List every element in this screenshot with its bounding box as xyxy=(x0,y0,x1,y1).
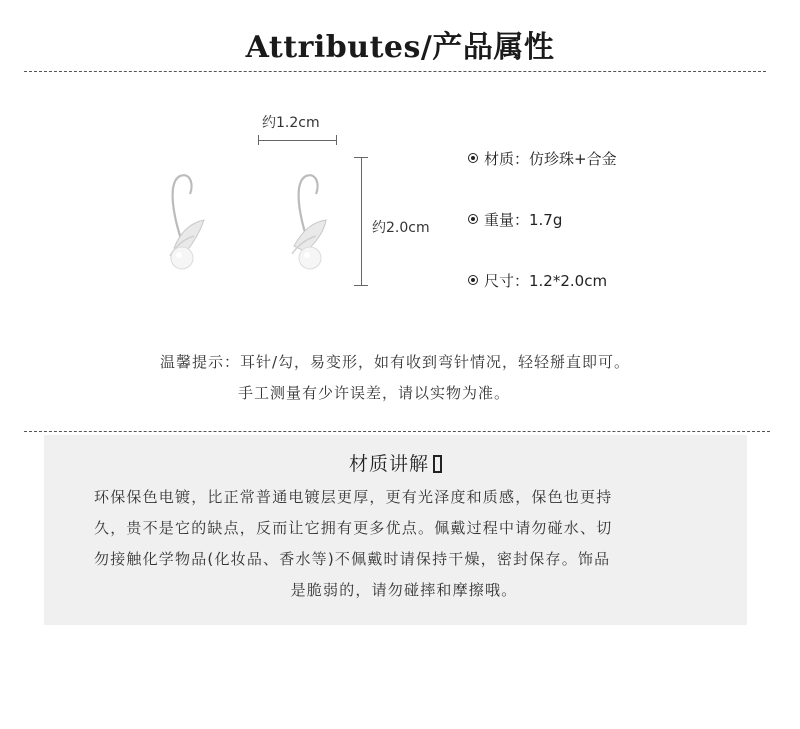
bullet-icon xyxy=(468,153,478,163)
tip-line-1: 温馨提示：耳针/勾，易变形，如有收到弯针情况，轻轻掰直即可。 xyxy=(160,353,631,371)
height-measurement-cap xyxy=(354,157,368,158)
box-glyph-icon xyxy=(433,455,442,473)
earring-right-image xyxy=(280,172,350,272)
material-text-line: 环保保色电镀，比正常普通电镀层更厚，更有光泽度和质感，保色也更持 xyxy=(94,488,613,506)
attribute-weight xyxy=(468,209,617,229)
height-measurement-cap xyxy=(354,285,368,286)
earring-left-image xyxy=(160,172,230,272)
height-measurement-label: 约2.0cm xyxy=(372,220,430,236)
attribute-material xyxy=(468,148,617,168)
material-panel-heading xyxy=(44,449,747,476)
attribute-text: 材质：仿珍珠+合金 xyxy=(484,149,617,168)
bullet-icon xyxy=(468,275,478,285)
attribute-text: 重量：1.7g xyxy=(484,210,563,229)
height-measurement-line xyxy=(361,157,362,285)
middle-divider xyxy=(24,431,770,432)
page-title: Attributes/产品属性 xyxy=(245,30,555,65)
width-measurement-cap xyxy=(336,135,337,145)
attribute-text: 尺寸：1.2*2.0cm xyxy=(484,271,608,290)
tip-line-2: 手工测量有少许误差，请以实物为准。 xyxy=(238,384,511,402)
attribute-list xyxy=(468,148,617,331)
material-panel-title: 材质讲解 xyxy=(348,453,429,475)
top-divider xyxy=(24,71,766,72)
width-measurement-label: 约1.2cm xyxy=(262,115,320,131)
material-panel-body xyxy=(94,487,714,611)
material-text-line: 久，贵不是它的缺点，反而让它拥有更多优点。佩戴过程中请勿碰水、切 xyxy=(94,519,613,537)
width-measurement-cap xyxy=(258,135,259,145)
material-text-line: 是脆弱的，请勿碰摔和摩擦哦。 xyxy=(290,581,518,599)
material-explanation-panel xyxy=(44,435,747,625)
width-measurement-line xyxy=(258,140,336,141)
bullet-icon xyxy=(468,214,478,224)
attribute-size xyxy=(468,270,617,290)
material-text-line: 勿接触化学物品(化妆品、香水等)不佩戴时请保持干燥，密封保存。饰品 xyxy=(94,550,611,568)
